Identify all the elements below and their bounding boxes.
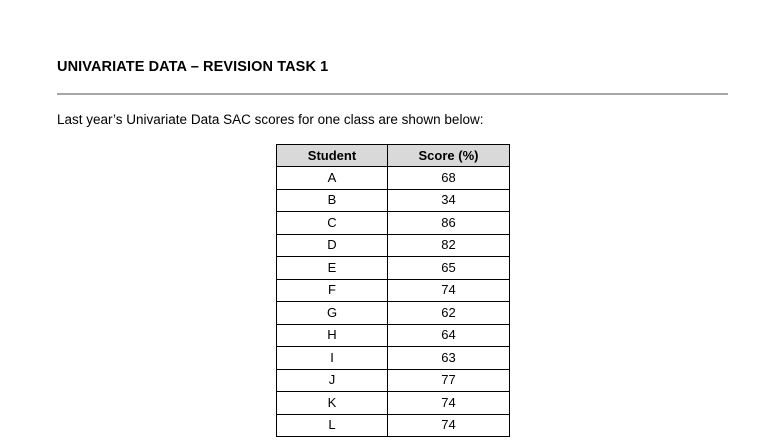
score-cell: 68 bbox=[388, 167, 510, 190]
score-cell: 34 bbox=[388, 189, 510, 212]
student-cell: A bbox=[277, 167, 388, 190]
table-body bbox=[277, 167, 510, 437]
table-row bbox=[277, 369, 510, 392]
table-row bbox=[277, 257, 510, 280]
student-cell: C bbox=[277, 212, 388, 235]
table-row bbox=[277, 212, 510, 235]
table-row bbox=[277, 302, 510, 325]
student-cell: E bbox=[277, 257, 388, 280]
score-cell: 86 bbox=[388, 212, 510, 235]
score-cell: 82 bbox=[388, 234, 510, 257]
table-header-row bbox=[277, 145, 510, 167]
student-cell: B bbox=[277, 189, 388, 212]
table-row bbox=[277, 347, 510, 370]
column-header-student: Student bbox=[277, 145, 388, 167]
intro-text: Last year’s Univariate Data SAC scores for one class are shown below: bbox=[57, 112, 484, 127]
title-divider bbox=[57, 93, 728, 95]
student-cell: L bbox=[277, 414, 388, 437]
student-cell: I bbox=[277, 347, 388, 370]
table-row bbox=[277, 324, 510, 347]
score-cell: 74 bbox=[388, 279, 510, 302]
student-cell: J bbox=[277, 369, 388, 392]
student-cell: F bbox=[277, 279, 388, 302]
score-cell: 77 bbox=[388, 369, 510, 392]
page-title: UNIVARIATE DATA – REVISION TASK 1 bbox=[57, 59, 329, 75]
table-row bbox=[277, 414, 510, 437]
table-row bbox=[277, 234, 510, 257]
column-header-score: Score (%) bbox=[388, 145, 510, 167]
score-cell: 64 bbox=[388, 324, 510, 347]
table-row bbox=[277, 392, 510, 415]
table-row bbox=[277, 279, 510, 302]
scores-table bbox=[276, 144, 510, 437]
student-cell: K bbox=[277, 392, 388, 415]
score-cell: 74 bbox=[388, 392, 510, 415]
student-cell: D bbox=[277, 234, 388, 257]
score-cell: 65 bbox=[388, 257, 510, 280]
table-row bbox=[277, 189, 510, 212]
score-cell: 63 bbox=[388, 347, 510, 370]
table-row bbox=[277, 167, 510, 190]
student-cell: G bbox=[277, 302, 388, 325]
student-cell: H bbox=[277, 324, 388, 347]
score-cell: 62 bbox=[388, 302, 510, 325]
score-cell: 74 bbox=[388, 414, 510, 437]
